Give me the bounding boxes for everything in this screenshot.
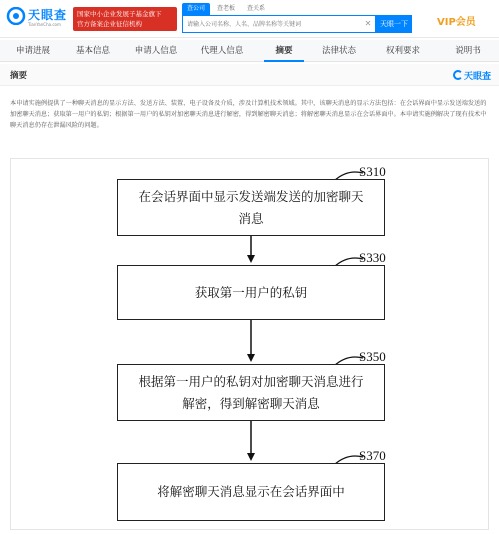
step-s350-text-line1: 根据第一用户的私钥对加密聊天消息进行 bbox=[138, 373, 364, 389]
watermark-text: 天眼查 bbox=[463, 72, 491, 82]
tab-application-progress[interactable]: 申请进展 bbox=[15, 46, 50, 56]
step-box-s370 bbox=[117, 463, 385, 521]
search-tab-company[interactable]: 查公司 bbox=[182, 3, 210, 15]
tianyancha-logo[interactable] bbox=[6, 5, 68, 33]
step-box-s330 bbox=[117, 265, 385, 320]
watermark-eye-icon bbox=[453, 70, 463, 80]
clear-icon[interactable]: ✕ bbox=[364, 19, 372, 28]
logo-subtext: TianYanCha.com bbox=[28, 22, 61, 27]
section-title: 摘要 bbox=[10, 71, 28, 81]
gov-badge-line1: 国家中小企业发展子基金旗下 bbox=[77, 10, 162, 18]
search-tab-relation[interactable]: 查关系 bbox=[247, 5, 266, 12]
logo-text: 天眼查 bbox=[28, 8, 68, 22]
detail-tab-nav bbox=[0, 40, 499, 62]
gov-badge bbox=[73, 7, 177, 31]
step-box-s310 bbox=[117, 179, 385, 236]
tab-abstract[interactable]: 摘要 bbox=[264, 40, 304, 62]
step-s310-text-line2: 消息 bbox=[238, 210, 264, 226]
vip-link[interactable]: VIP会员 bbox=[437, 17, 476, 28]
step-s350-text-line2: 解密，得到解密聊天消息 bbox=[182, 395, 320, 411]
tab-claims[interactable]: 权利要求 bbox=[385, 46, 420, 56]
search-box bbox=[182, 15, 376, 33]
step-label-s370: S370 bbox=[359, 448, 386, 463]
top-header bbox=[0, 0, 499, 38]
abstract-figure bbox=[10, 158, 489, 530]
tab-basic-info[interactable]: 基本信息 bbox=[75, 46, 110, 56]
abstract-text: 本申请实施例提供了一种聊天消息的显示方法、发送方法、装置、电子设备及介质，涉及计算机技术领域。其中，该聊天消息的显示方法包括：在会话界面中显示发送端发送的加密聊天消息；获取第一用户的私钥；根据第一用户的私钥对加密聊天消息进行解密，得到解密聊天消息；将解密聊天消息显示在会话界面中。本申请实施例解决了现有技术中聊天消息仍存在泄漏风险的问题。 bbox=[10, 100, 487, 129]
tab-agent-info[interactable]: 代理人信息 bbox=[200, 46, 244, 56]
tab-legal-status[interactable]: 法律状态 bbox=[321, 46, 356, 56]
tianyancha-watermark bbox=[453, 69, 491, 82]
step-s330-text-line1: 获取第一用户的私钥 bbox=[194, 284, 308, 300]
search-button[interactable]: 天眼一下 bbox=[376, 15, 412, 33]
step-box-s350 bbox=[117, 364, 385, 421]
step-s310-text-line1: 在会话界面中显示发送端发送的加密聊天 bbox=[138, 188, 364, 204]
search-tab-boss[interactable]: 查老板 bbox=[217, 5, 236, 12]
search-tabs bbox=[182, 3, 270, 15]
search-input[interactable] bbox=[183, 16, 363, 32]
tab-description[interactable]: 说明书 bbox=[455, 46, 481, 56]
step-label-s310: S310 bbox=[359, 164, 386, 179]
tab-applicant-info[interactable]: 申请人信息 bbox=[134, 46, 178, 56]
step-label-s350: S350 bbox=[359, 349, 386, 364]
step-s370-text-line1: 将解密聊天消息显示在会话界面中 bbox=[157, 484, 345, 499]
abstract-section-header bbox=[0, 64, 499, 86]
step-label-s330: S330 bbox=[359, 250, 386, 265]
eye-logo-icon bbox=[6, 7, 26, 25]
gov-badge-line2: 官方备案企业征信机构 bbox=[77, 20, 142, 28]
